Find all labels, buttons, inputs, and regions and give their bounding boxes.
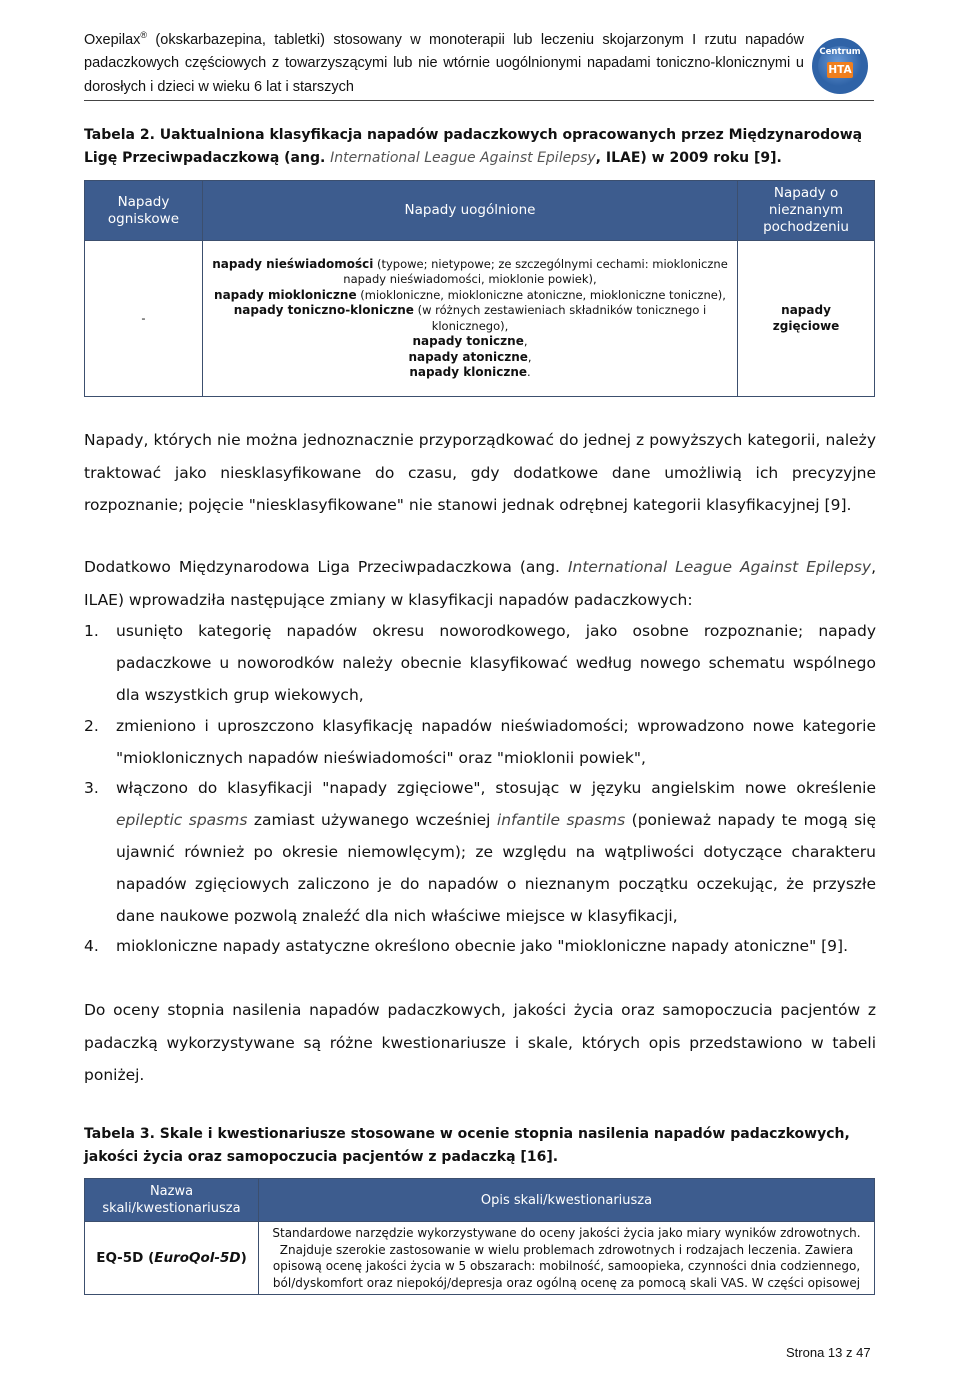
list3-text-a: włączono do klasyfikacji "napady zgięciowe", stosując w języku angielskim nowe określenie: [116, 779, 876, 797]
tonic-seizures: napady toniczne: [412, 334, 524, 348]
myoclonic-seizures-detail: (miokloniczne, miokloniczne atoniczne, miokloniczne toniczne),: [356, 287, 726, 302]
table2-body-row: [85, 241, 875, 397]
registered-mark: ®: [140, 30, 148, 40]
tonic-seizures-punct: ,: [523, 334, 528, 348]
table2-unknown-cell: [738, 241, 875, 397]
list3-text-c: (ponieważ napady te mogą się ujawnić również po okresie niemowlęcym); ze względu na wątpliwości dotyczące charakteru napadów zgięciowych zaliczono je do napadów o nieznanym początku oczekując, że przyszłe dane naukowe pozwolą znaleźć dla nich właściwe miejsce w klasyfikacji,: [116, 811, 876, 925]
list-item-text: usunięto kategorię napadów okresu noworodkowego, jako osobne rozpoznanie; napady padaczkowe u noworodków należy obecnie klasyfikować według nowego schematu wspólnego dla wszystkich grup wiekowych,: [116, 622, 876, 704]
table3-caption-text: Skale i kwestionariusze stosowane w ocenie stopnia nasilenia napadów padaczkowych, jakości życia oraz samopoczucia pacjentów z padaczką [16].: [84, 1126, 850, 1165]
list-item: [84, 710, 876, 774]
header-product-name: Oxepilax: [84, 31, 141, 48]
paragraph-questionnaires: Do oceny stopnia nasilenia napadów padaczkowych, jakości życia oraz samopoczucia pacjentów z padaczką wykorzystywane są różne kwestionariusze i skale, których opis przedstawiono w tabeli poniżej.: [84, 1001, 876, 1084]
row1-name-a: EQ-5D (: [96, 1249, 155, 1266]
list3-italic-1: epileptic spasms: [116, 811, 248, 829]
list-item: [84, 615, 876, 711]
table3-row1-name: [85, 1222, 259, 1295]
seizure-classification-table: [84, 180, 875, 397]
para2-text-a: Dodatkowo Międzynarodowa Liga Przeciwpadaczkowa (ang.: [84, 558, 568, 576]
list-item: [84, 772, 876, 932]
header-divider: [84, 100, 874, 101]
absence-seizures: napady nieświadomości: [212, 256, 374, 271]
row1-name-italic: EuroQol-5D: [154, 1249, 241, 1266]
table3-col-name: Nazwa skali/kwestionariusza: [85, 1179, 259, 1222]
clonic-seizures: napady kloniczne: [409, 365, 528, 379]
table2-generalized-cell: [202, 241, 737, 397]
table2-caption: [84, 124, 876, 170]
logo-line-2: HTA: [828, 64, 852, 76]
paragraph-ilae-changes: [84, 551, 876, 616]
list-number: 2.: [84, 717, 99, 735]
para2-text-b: , ILAE) wprowadziła następujące zmiany w klasyfikacji napadów padaczkowych:: [84, 558, 876, 609]
table2-caption-end: , ILAE) w 2009 roku [9].: [595, 150, 782, 166]
paragraph-unclassified: Napady, których nie można jednoznacznie przyporządkować do jednej z powyższych kategorii, należy traktować jako niesklasyfikowane do czasu, gdy dodatkowe dane umożliwią ich precyzyjne rozpoznanie; pojęcie "niesklasyfikowane" nie stanowi jednak odrębnej kategorii klasyfikacyjnej [9].: [84, 431, 876, 514]
table-row: [85, 1222, 875, 1295]
atonic-seizures: napady atoniczne: [408, 349, 528, 364]
atonic-seizures-punct: ,: [527, 349, 532, 364]
table2-col-unknown: Napady o nieznanym pochodzeniu: [738, 181, 875, 241]
list-item-text: zmieniono i uproszczono klasyfikację napadów nieświadomości; wprowadzono nowe kategorie "mioklonicznych napadów nieświadomości" oraz "mioklonii powiek",: [116, 717, 876, 767]
epileptic-spasms: napady zgięciowe: [772, 303, 840, 333]
logo-line-1: Centrum: [819, 47, 861, 57]
list3-italic-2: infantile spasms: [496, 811, 626, 829]
list-number: 4.: [84, 937, 99, 955]
table3-col-description: Opis skali/kwestionariusza: [259, 1179, 875, 1222]
questionnaire-table: [84, 1178, 875, 1295]
list3-text-b: zamiast używanego wcześniej: [247, 811, 497, 829]
myoclonic-seizures: napady miokloniczne: [214, 287, 357, 302]
table2-col-generalized: Napady uogólnione: [202, 181, 737, 241]
centrum-hta-logo: [812, 38, 868, 94]
absence-seizures-detail: (typowe; nietypowe; ze szczególnymi cechami: miokloniczne napady nieświadomości, mioklonie powiek),: [343, 256, 728, 286]
tonic-clonic-seizures-detail: (w różnych zestawieniach składników tonicznego i klonicznego),: [413, 303, 707, 333]
table2-focal-cell: -: [85, 241, 203, 397]
para2-italic: International League Against Epilepsy: [567, 558, 872, 576]
list-number: 1.: [84, 622, 99, 640]
table2-caption-text: Uaktualniona klasyfikacja napadów padaczkowych opracowanych przez Międzynarodową Ligę Przeciwpadaczkową (ang.: [84, 127, 863, 166]
table3-header-row: [85, 1179, 875, 1222]
table2-caption-italic: International League Against Epilepsy: [330, 150, 596, 166]
tonic-clonic-seizures: napady toniczno-kloniczne: [233, 303, 414, 317]
list-item-text: miokloniczne napady astatyczne określono obecnie jako "miokloniczne napady atoniczne" [9].: [116, 937, 849, 955]
list-item-text: [116, 772, 876, 932]
table3-caption-label: Tabela 3.: [84, 1126, 155, 1142]
table2-caption-label: Tabela 2.: [84, 127, 155, 143]
row1-name-b: ): [240, 1249, 247, 1266]
list-item: [84, 930, 876, 962]
header-description: (okskarbazepina, tabletki) stosowany w monoterapii lub leczeniu skojarzonym I rzutu napadów padaczkowych częściowych z towarzyszącymi lub nie wtórnie uogólnionymi napadami toniczno-klonicznymi u dorosłych i dzieci w wieku 6 lat i starszych: [84, 31, 804, 95]
table2-col-focal: Napady ogniskowe: [85, 181, 203, 241]
table3-row1-description: Standardowe narzędzie wykorzystywane do oceny jakości życia jako miary wyników zdrowotnych. Znajduje szerokie zastosowanie w wielu problemach zdrowotnych i rodzajach leczenia. Zawiera opisową ocenę jakości życia w 5 obszarach: mobilność, samoopieka, czynności dnia codziennego, ból/dyskomfort oraz niepokój/depresja oraz ogólną ocenę za pomocą skali VAS. W części opisowej: [259, 1222, 875, 1295]
page-number: Strona 13 z 47: [786, 1345, 871, 1360]
running-header: [84, 24, 804, 99]
clonic-seizures-punct: .: [527, 365, 531, 379]
table3-caption: [84, 1123, 876, 1169]
list-number: 3.: [84, 779, 99, 797]
table2-header-row: [85, 181, 875, 241]
